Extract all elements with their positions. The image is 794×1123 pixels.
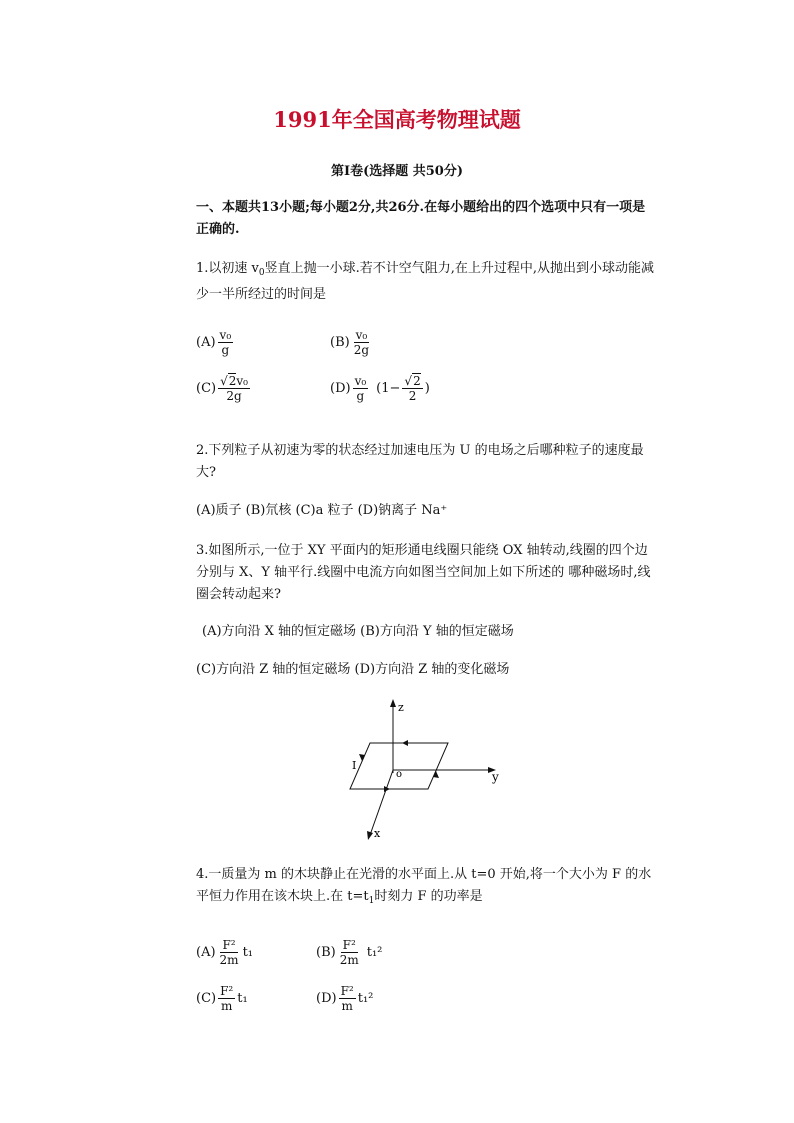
q4-b-label: (B): [316, 945, 336, 960]
q4-a-fraction: [218, 938, 241, 967]
q1-c-den: 2g: [226, 389, 242, 403]
q1-d-paren-close: ): [424, 381, 430, 396]
q1-option-d: [330, 374, 430, 403]
x-axis-label: x: [374, 827, 381, 840]
q4-text-a: 4.一质量为 m 的木块静止在光滑的水平面上.从 t=0 开始,将一个大小为 F 的水平恒力作用在该木块上.在 t=t: [196, 867, 652, 904]
q1-d-label: (D): [330, 381, 351, 396]
q1-text-b: 竖直上抛一小球.若不计空气阻力,在上升过程中,从抛出到小球动能减少一半所经过的时间是: [196, 261, 655, 302]
question-2-options: (A)质子 (B)氘核 (C)a 粒子 (D)钠离子 Na⁺: [196, 503, 448, 518]
q4-a-tail: t₁: [242, 945, 253, 960]
q1-b-label: (B): [330, 335, 350, 350]
q4-c-fraction: [218, 984, 235, 1013]
q1-a-fraction: [218, 328, 234, 357]
q1-d-paren-open: (1−: [376, 381, 401, 396]
question-3-options-1: (A)方向沿 X 轴的恒定磁场 (B)方向沿 Y 轴的恒定磁场: [202, 624, 514, 639]
page-title: 1991年全国高考物理试题: [273, 107, 521, 132]
question-3-text: 3.如图所示,一位于 XY 平面内的矩形通电线圈只能绕 OX 轴转动,线圈的四个边分别与 X、Y 轴平行.线圈中电流方向如图当空间加上如下所述的 哪种磁场时,线圈会转动起来?: [196, 543, 651, 602]
q1-option-b: [330, 328, 373, 357]
q4-d-label: (D): [316, 991, 337, 1006]
q4-d-fraction: [339, 984, 356, 1013]
coil-loop: [350, 743, 448, 789]
q1-b-fraction: [352, 328, 371, 357]
q4-option-c: [196, 984, 248, 1013]
q4-text-sub: 1: [368, 896, 375, 906]
q4-c-num: F²: [220, 984, 234, 998]
x-axis-arrow: [367, 831, 373, 840]
q1-c-num-tail: v₀: [236, 374, 248, 388]
q4-b-num: F²: [342, 938, 356, 952]
q4-a-label: (A): [196, 945, 216, 960]
section-subtitle: 第I卷(选择题 共50分): [331, 164, 463, 179]
q4-option-a: [196, 938, 253, 967]
origin-label: o: [396, 769, 403, 780]
q1-c-num: √2v₀: [220, 374, 248, 388]
current-label: I: [352, 759, 357, 772]
q1-option-c: [196, 374, 252, 403]
current-arrow-top: [402, 740, 408, 746]
q4-d-den: m: [341, 999, 353, 1013]
q4-option-b: [316, 938, 382, 967]
q1-a-label: (A): [196, 335, 216, 350]
question-4-text: [196, 864, 656, 912]
question-2-text: 2.下列粒子从初速为零的状态经过加速电压为 U 的电场之后哪种粒子的速度最大?: [196, 443, 644, 480]
q4-b-tail: t₁²: [366, 945, 383, 960]
q1-text-a: 1.以初速 v: [196, 261, 259, 276]
question-1-text: [196, 258, 656, 306]
q1-d-inner-root: 2: [413, 374, 421, 388]
question-3-options-2: (C)方向沿 Z 轴的恒定磁场 (D)方向沿 Z 轴的变化磁场: [196, 662, 510, 677]
coil-axes-figure: [340, 695, 510, 845]
q4-c-den: m: [220, 999, 233, 1013]
q4-text-b: 时刻力 F 的功率是: [374, 889, 483, 904]
q1-d-fraction: [353, 374, 369, 403]
q4-c-tail: t₁: [237, 991, 248, 1006]
q1-d-inner-den: 2: [408, 389, 417, 403]
q1-c-fraction: [218, 374, 250, 403]
q4-b-fraction: [338, 938, 361, 967]
q4-c-label: (C): [196, 991, 217, 1006]
q1-c-root: 2: [228, 374, 237, 388]
q1-text-sub: 0: [258, 268, 265, 278]
q1-a-num: v₀: [219, 328, 232, 342]
q4-a-num: F²: [222, 938, 236, 952]
q1-d-inner-num: √2: [404, 374, 421, 388]
q4-d-tail: t₁²: [357, 991, 374, 1006]
q1-b-den: 2g: [353, 343, 370, 357]
q1-option-a: [196, 328, 235, 357]
q1-d-inner-fraction: [402, 374, 422, 403]
q1-d-den: g: [356, 389, 365, 403]
q4-option-d: [316, 984, 373, 1013]
x-axis: [370, 770, 393, 835]
q1-a-den: g: [221, 343, 230, 357]
q4-a-den: 2m: [219, 953, 239, 967]
q1-c-label: (C): [196, 381, 217, 396]
q4-b-den: 2m: [339, 953, 359, 967]
q1-d-num: v₀: [354, 374, 367, 388]
section-heading: 一、本题共13小题;每小题2分,共26分.在每小题给出的四个选项中只有一项是正确的.: [196, 200, 646, 237]
z-axis-label: z: [398, 701, 404, 714]
z-axis-arrow: [390, 699, 396, 707]
y-axis-label: y: [492, 770, 499, 784]
q1-b-num: v₀: [355, 328, 368, 342]
q4-d-num: F²: [340, 984, 354, 998]
